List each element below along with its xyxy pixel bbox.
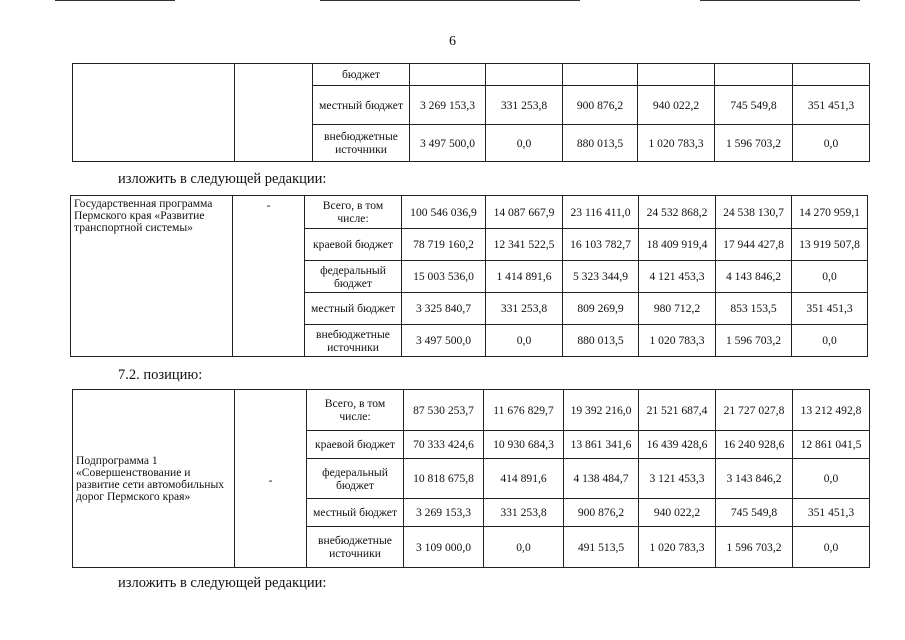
table-subprogram xyxy=(72,389,870,568)
value-cell: 3 269 153,3 xyxy=(410,86,486,125)
row-label: местный бюджет xyxy=(305,293,402,325)
row-label: федеральный бюджет xyxy=(307,459,404,499)
instruction-text: изложить в следующей редакции: xyxy=(118,575,327,591)
value-cell: 0,0 xyxy=(486,125,563,162)
value-cell: 1 596 703,2 xyxy=(716,325,792,357)
value-cell: 0,0 xyxy=(793,527,870,568)
value-cell: 0,0 xyxy=(486,325,563,357)
value-cell: 1 020 783,3 xyxy=(638,125,715,162)
page-number: 6 xyxy=(449,34,456,49)
value-cell: 13 212 492,8 xyxy=(793,390,870,431)
value-cell: 4 121 453,3 xyxy=(639,261,716,293)
value-cell: 23 116 411,0 xyxy=(563,196,639,229)
value-cell: 24 538 130,7 xyxy=(716,196,792,229)
value-cell: 13 919 507,8 xyxy=(792,229,868,261)
value-cell: 1 596 703,2 xyxy=(715,125,793,162)
name-cell xyxy=(73,64,235,162)
section-heading: 7.2. позицию: xyxy=(118,367,203,383)
value-cell: 4 143 846,2 xyxy=(716,261,792,293)
value-cell: 351 451,3 xyxy=(792,293,868,325)
instruction-text: изложить в следующей редакции: xyxy=(118,171,327,187)
value-cell: 745 549,8 xyxy=(716,499,793,527)
value-cell xyxy=(563,64,638,86)
value-cell: 414 891,6 xyxy=(484,459,564,499)
subprogram-name: Подпрограмма 1 «Совершенствование и развитие сети автомобильных дорог Пермского края» xyxy=(73,390,235,568)
value-cell: 5 323 344,9 xyxy=(563,261,639,293)
dash-cell: - xyxy=(235,390,307,568)
top-edge-line-left xyxy=(55,0,175,1)
row-label: местный бюджет xyxy=(313,86,410,125)
value-cell: 3 269 153,3 xyxy=(404,499,484,527)
value-cell: 24 532 868,2 xyxy=(639,196,716,229)
value-cell: 4 138 484,7 xyxy=(564,459,639,499)
value-cell: 12 341 522,5 xyxy=(486,229,563,261)
value-cell: 16 240 928,6 xyxy=(716,431,793,459)
value-cell: 351 451,3 xyxy=(793,86,870,125)
value-cell: 0,0 xyxy=(484,527,564,568)
value-cell: 70 333 424,6 xyxy=(404,431,484,459)
value-cell: 3 497 500,0 xyxy=(402,325,486,357)
value-cell: 900 876,2 xyxy=(564,499,639,527)
value-cell: 14 087 667,9 xyxy=(486,196,563,229)
dash-cell xyxy=(235,64,313,162)
top-edge-line-center xyxy=(320,0,580,1)
row-label: внебюджетные источники xyxy=(307,527,404,568)
value-cell: 900 876,2 xyxy=(563,86,638,125)
value-cell: 331 253,8 xyxy=(484,499,564,527)
value-cell: 331 253,8 xyxy=(486,293,563,325)
value-cell: 331 253,8 xyxy=(486,86,563,125)
row-label: местный бюджет xyxy=(307,499,404,527)
value-cell: 3 121 453,3 xyxy=(639,459,716,499)
value-cell: 15 003 536,0 xyxy=(402,261,486,293)
row-label: бюджет xyxy=(313,64,410,86)
value-cell: 0,0 xyxy=(793,459,870,499)
value-cell xyxy=(486,64,563,86)
row-label: федеральный бюджет xyxy=(305,261,402,293)
value-cell xyxy=(410,64,486,86)
row-label: Всего, в том числе: xyxy=(307,390,404,431)
value-cell: 1 414 891,6 xyxy=(486,261,563,293)
table-continuation xyxy=(72,63,870,162)
dash-cell: - xyxy=(233,196,305,357)
value-cell: 1 020 783,3 xyxy=(639,527,716,568)
value-cell: 940 022,2 xyxy=(639,499,716,527)
program-name: Государственная программа Пермского края «Развитие транспортной системы» xyxy=(71,196,233,357)
value-cell: 11 676 829,7 xyxy=(484,390,564,431)
value-cell xyxy=(638,64,715,86)
value-cell: 0,0 xyxy=(792,325,868,357)
value-cell: 10 930 684,3 xyxy=(484,431,564,459)
value-cell: 809 269,9 xyxy=(563,293,639,325)
value-cell: 3 497 500,0 xyxy=(410,125,486,162)
value-cell: 10 818 675,8 xyxy=(404,459,484,499)
top-edge-line-right xyxy=(700,0,860,1)
row-label: внебюджетные источники xyxy=(313,125,410,162)
value-cell: 491 513,5 xyxy=(564,527,639,568)
value-cell: 16 439 428,6 xyxy=(639,431,716,459)
value-cell: 745 549,8 xyxy=(715,86,793,125)
row-label: краевой бюджет xyxy=(307,431,404,459)
table-new-edition xyxy=(70,195,868,357)
value-cell: 880 013,5 xyxy=(563,325,639,357)
value-cell: 16 103 782,7 xyxy=(563,229,639,261)
value-cell: 14 270 959,1 xyxy=(792,196,868,229)
value-cell: 980 712,2 xyxy=(639,293,716,325)
value-cell: 853 153,5 xyxy=(716,293,792,325)
value-cell: 0,0 xyxy=(793,125,870,162)
value-cell: 351 451,3 xyxy=(793,499,870,527)
value-cell: 3 109 000,0 xyxy=(404,527,484,568)
value-cell xyxy=(715,64,793,86)
value-cell: 13 861 341,6 xyxy=(564,431,639,459)
value-cell: 18 409 919,4 xyxy=(639,229,716,261)
value-cell: 3 143 846,2 xyxy=(716,459,793,499)
row-label: краевой бюджет xyxy=(305,229,402,261)
row-label: Всего, в том числе: xyxy=(305,196,402,229)
value-cell xyxy=(793,64,870,86)
value-cell: 87 530 253,7 xyxy=(404,390,484,431)
value-cell: 1 020 783,3 xyxy=(639,325,716,357)
value-cell: 17 944 427,8 xyxy=(716,229,792,261)
value-cell: 880 013,5 xyxy=(563,125,638,162)
value-cell: 12 861 041,5 xyxy=(793,431,870,459)
value-cell: 21 727 027,8 xyxy=(716,390,793,431)
value-cell: 21 521 687,4 xyxy=(639,390,716,431)
value-cell: 0,0 xyxy=(792,261,868,293)
value-cell: 940 022,2 xyxy=(638,86,715,125)
value-cell: 100 546 036,9 xyxy=(402,196,486,229)
row-label: внебюджетные источники xyxy=(305,325,402,357)
value-cell: 1 596 703,2 xyxy=(716,527,793,568)
value-cell: 3 325 840,7 xyxy=(402,293,486,325)
value-cell: 19 392 216,0 xyxy=(564,390,639,431)
value-cell: 78 719 160,2 xyxy=(402,229,486,261)
